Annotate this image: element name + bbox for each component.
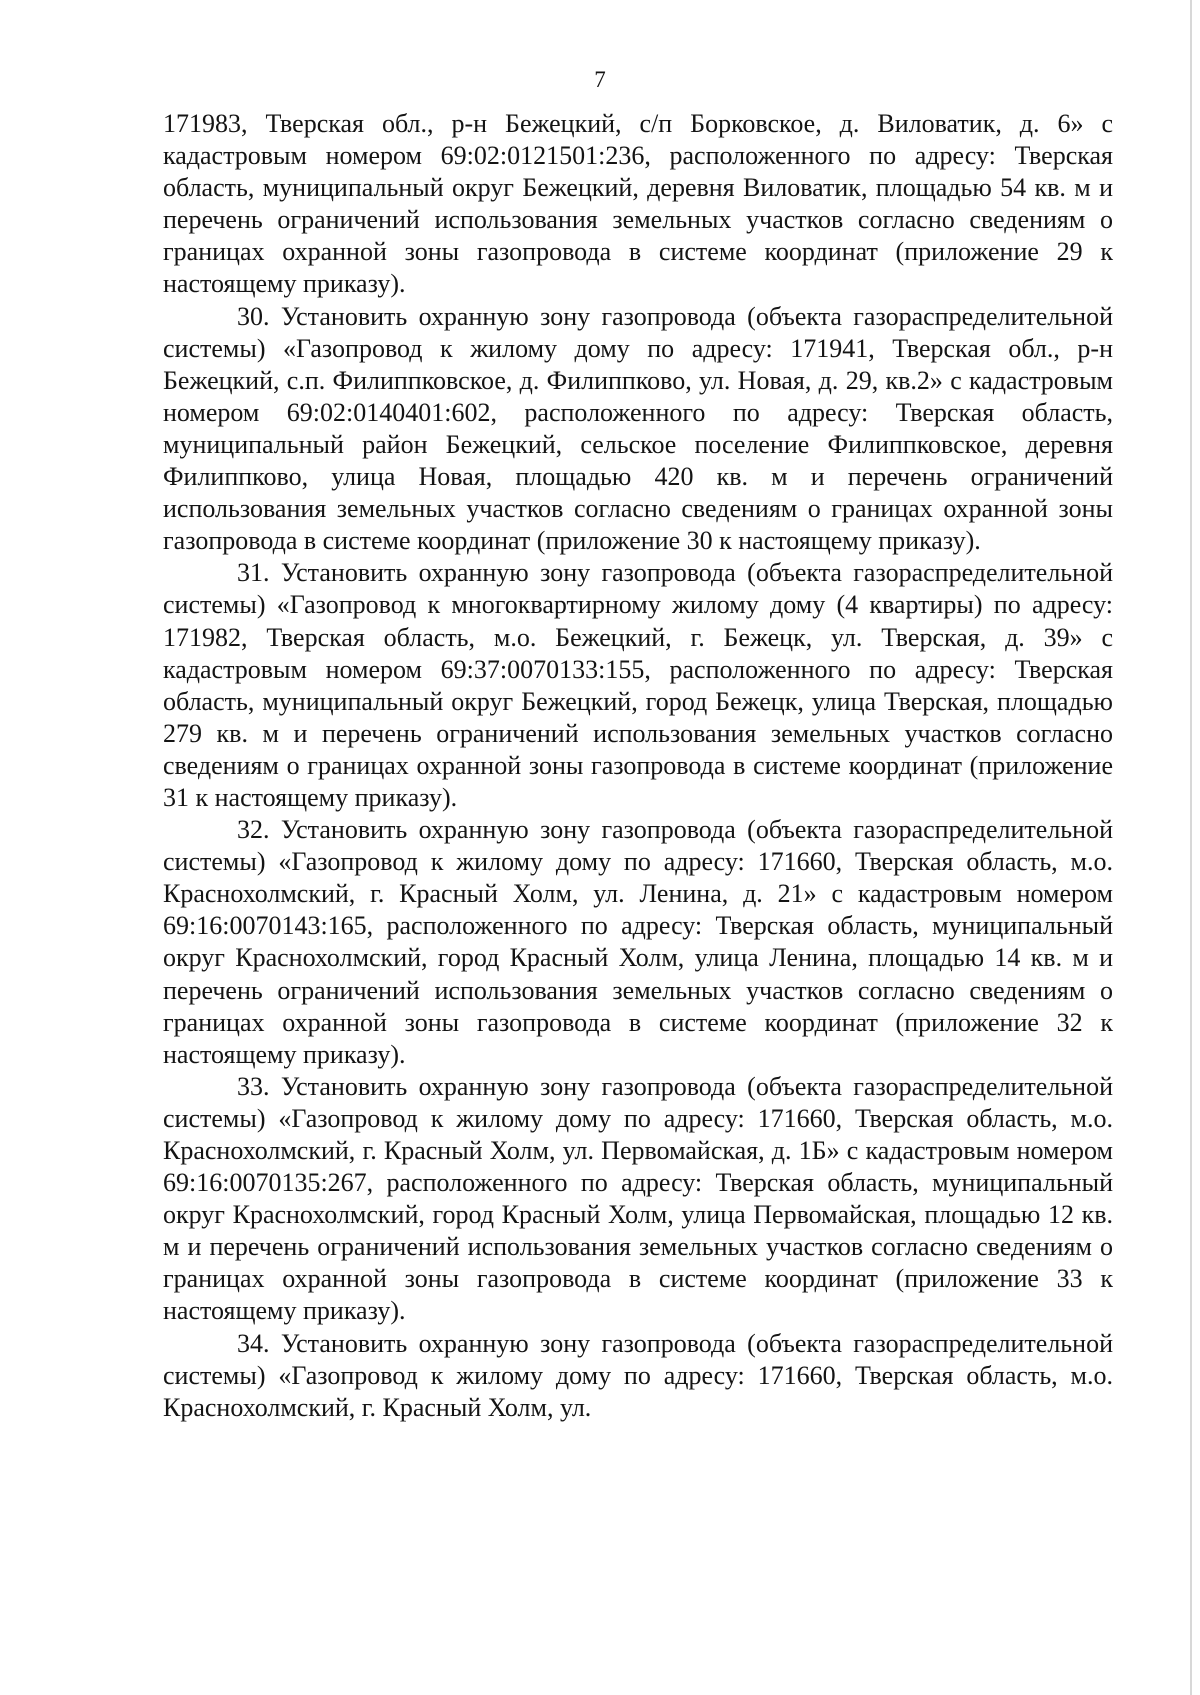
page-number: 7 [594, 67, 606, 92]
paragraph-item-32: 32. Установить охранную зону газопровода (объекта газораспределительной системы) «Газопровод к жилому дому по адресу: 171660, Тверская область, м.о. Краснохолмский, г. Красный Холм, ул. Ленина, д. 21» с кадастровым номером 69:16:0070143:165, расположенного по адресу: Тверская область, муниципальный округ Краснохолмский, город Красный Холм, улица Ленина, площадью 14 кв. м и перечень ограничений использования земельных участков согласно сведениям о границах охранной зоны газопровода в системе координат (приложение 32 к настоящему приказу). [163, 815, 1113, 1069]
paragraph-item-30: 30. Установить охранную зону газопровода (объекта газораспределительной системы) «Газопровод к жилому дому по адресу: 171941, Тверская обл., р-н Бежецкий, с.п. Филиппковское, д. Филиппково, ул. Новая, д. 29, кв.2» с кадастровым номером 69:02:0140401:602, расположенного по адресу: Тверская область, муниципальный район Бежецкий, сельское поселение Филиппковское, деревня Филиппково, улица Новая, площадью 420 кв. м и перечень ограничений использования земельных участков согласно сведениям о границах охранной зоны газопровода в системе координат (приложение 30 к настоящему приказу). [163, 301, 1113, 556]
paragraph-item-31: 31. Установить охранную зону газопровода (объекта газораспределительной системы) «Газопровод к многоквартирному жилому дому (4 квартиры) по адресу: 171982, Тверская область, м.о. Бежецкий, г. Бежецк, ул. Тверская, д. 39» с кадастровым номером 69:37:0070133:155, расположенного по адресу: Тверская область, муниципальный округ Бежецкий, город Бежецк, улица Тверская, площадью 279 кв. м и перечень ограничений использования земельных участков согласно сведениям о границах охранной зоны газопровода в системе координат (приложение 31 к настоящему приказу). [163, 558, 1113, 812]
document-body [163, 108, 1113, 1424]
paragraph-continuation-item-29: 171983, Тверская обл., р-н Бежецкий, с/п Борковское, д. Виловатик, д. 6» с кадастровым номером 69:02:0121501:236, расположенного по адресу: Тверская область, муниципальный округ Бежецкий, деревня Виловатик, площадью 54 кв. м и перечень ограничений использования земельных участков согласно сведениям о границах охранной зоны газопровода в системе координат (приложение 29 к настоящему приказу). [163, 109, 1113, 299]
paragraph-item-33: 33. Установить охранную зону газопровода (объекта газораспределительной системы) «Газопровод к жилому дому по адресу: 171660, Тверская область, м.о. Краснохолмский, г. Красный Холм, ул. Первомайская, д. 1Б» с кадастровым номером 69:16:0070135:267, расположенного по адресу: Тверская область, муниципальный округ Краснохолмский, город Красный Холм, улица Первомайская, площадью 12 кв. м и перечень ограничений использования земельных участков согласно сведениям о границах охранной зоны газопровода в системе координат (приложение 33 к настоящему приказу). [163, 1071, 1113, 1326]
paragraph-item-34: 34. Установить охранную зону газопровода (объекта газораспределительной системы) «Газопровод к жилому дому по адресу: 171660, Тверская область, м.о. Краснохолмский, г. Красный Холм, ул. [163, 1328, 1113, 1422]
scan-edge-line [1190, 0, 1192, 1695]
